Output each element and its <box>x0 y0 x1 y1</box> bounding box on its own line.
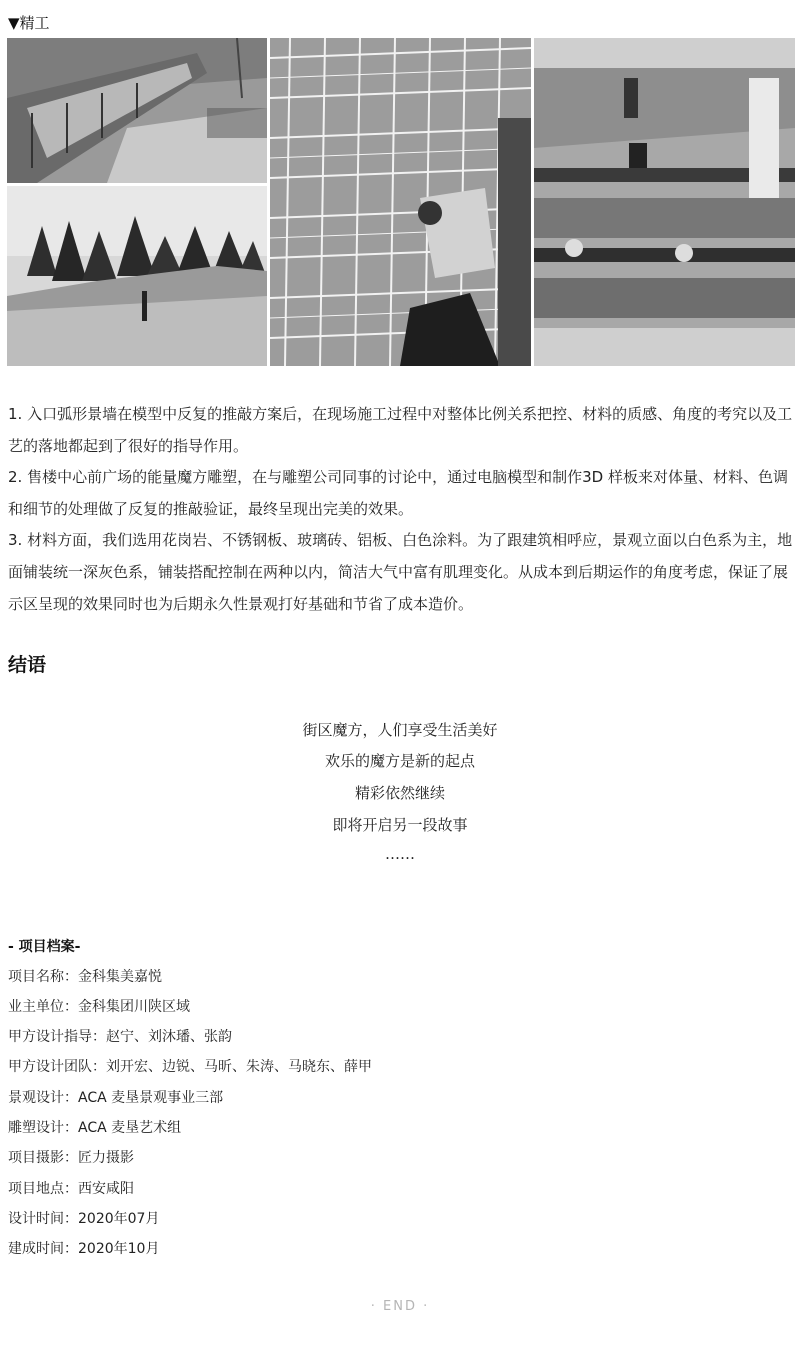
poem-line: 街区魔方，人们享受生活美好 <box>302 721 498 739</box>
poem-line: 欢乐的魔方是新的起点 <box>324 752 475 770</box>
archive-row: 项目地点：西安咸阳 <box>8 1181 134 1197</box>
paragraph-1: 1. 入口弧形景墙在模型中反复的推敲方案后，在现场施工过程中对整体比例关系把控、材料的质感、角度的考究以及工艺的落地都起到了很好的指导作用。 <box>8 405 793 455</box>
photo-pine-trees-site <box>7 186 267 366</box>
archive-row: 设计时间：2020年07月 <box>8 1211 160 1227</box>
archive-row: 建成时间：2020年10月 <box>8 1241 160 1257</box>
end-marker: · END · <box>370 1299 430 1314</box>
poem-line: 即将开启另一段故事 <box>332 816 468 834</box>
photo-stone-wall-construction <box>7 38 267 183</box>
poem-ellipsis: …… <box>385 845 415 863</box>
photo-cube-scaffold-frame <box>270 38 531 366</box>
paragraph-2: 2. 售楼中心前广场的能量魔方雕塑，在与雕塑公司同事的讨论中，通过电脑模型和制作3D 样板来对体量、材料、色调和细节的处理做了反复的推敲验证，最终呈现出完美的效果。 <box>8 468 788 518</box>
archive-row: 项目名称：金科集美嘉悦 <box>8 969 162 985</box>
archive-row: 甲方设计指导：赵宁、刘沐璠、张韵 <box>8 1029 232 1045</box>
photo-paving-installation <box>534 38 795 366</box>
paragraph-3: 3. 材料方面，我们选用花岗岩、不锈钢板、玻璃砖、铝板、白色涂料。为了跟建筑相呼应，景观立面以白色系为主，地面铺装统一深灰色系，铺装搭配控制在两种以内，简洁大气中富有肌理变化。从成本到后期运作的角度考虑，保证了展示区呈现的效果同时也为后期永久性景观打好基础和节省了成本造价。 <box>8 531 793 613</box>
archive-row: 业主单位：金科集团川陕区域 <box>8 999 190 1015</box>
archive-title: - 项目档案- <box>8 939 81 955</box>
archive-row: 甲方设计团队：刘开宏、边锐、马昕、朱涛、马晓东、薛甲 <box>8 1059 372 1075</box>
archive-row: 雕塑设计：ACA 麦垦艺术组 <box>8 1120 182 1136</box>
poem-line: 精彩依然继续 <box>354 784 445 802</box>
conclusion-heading: 结语 <box>8 654 47 676</box>
archive-row: 景观设计：ACA 麦垦景观事业三部 <box>8 1090 224 1106</box>
section-title: ▼精工 <box>8 14 50 32</box>
archive-row: 项目摄影：匠力摄影 <box>8 1150 134 1166</box>
